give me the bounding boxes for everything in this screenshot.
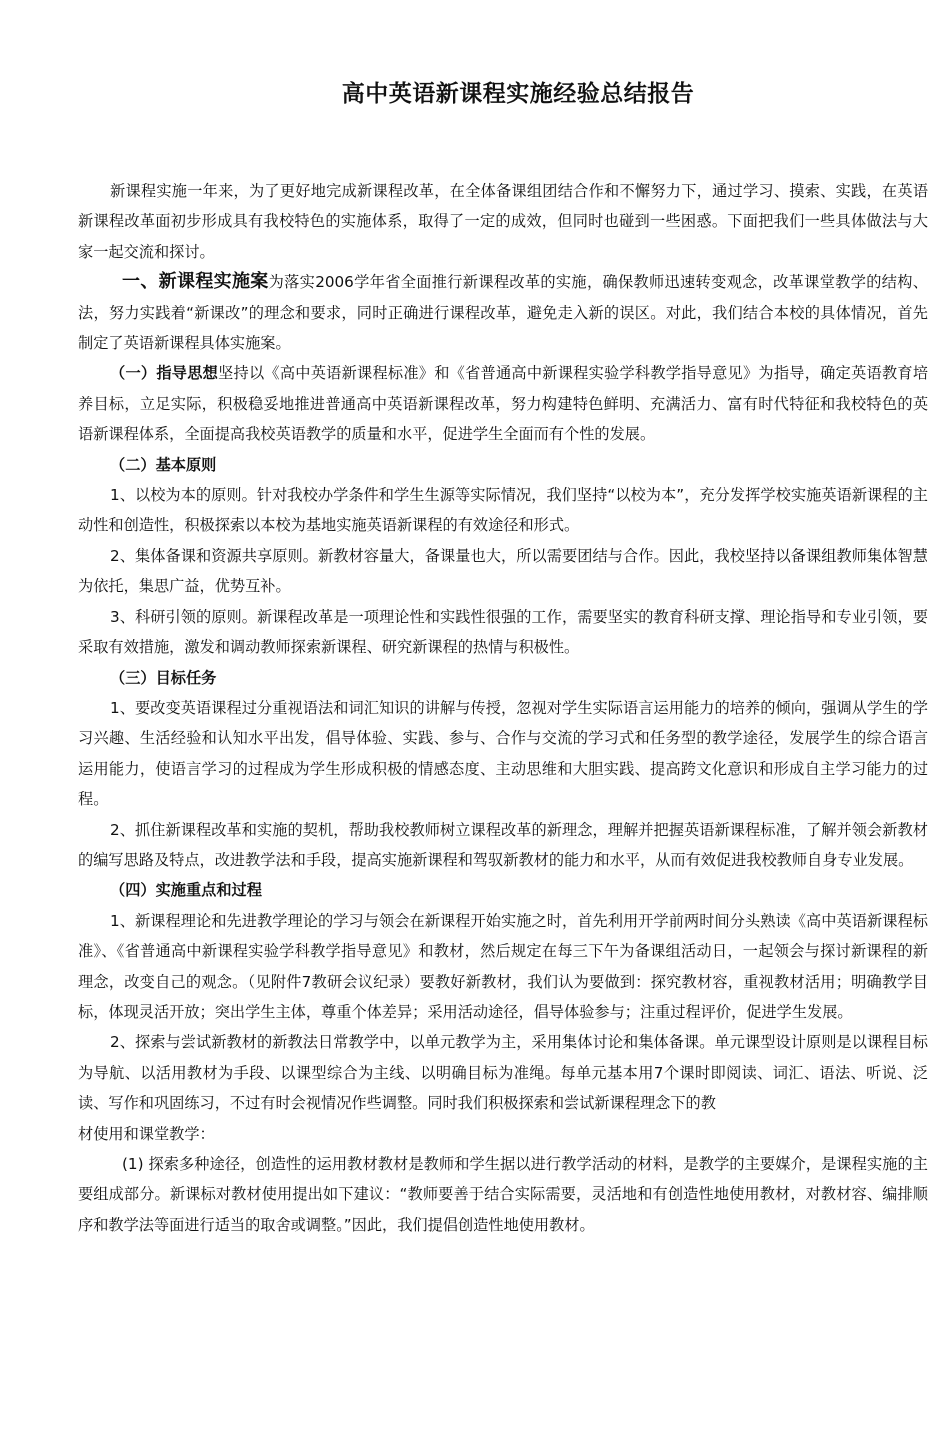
section1-paragraph: [78, 267, 928, 358]
process-item: 2、探索与尝试新教材的新教法日常教学中，以单元教学为主，采用集体讨论和集体备课。单元课型设计原则是以课程目标为导航、以活用教材为手段、以课型综合为主线、以明确目标为准绳。每单元基本用7个课时即阅读、词汇、语法、听说、泛读、写作和巩固练习，不过有时会视情况作些调整。同时我们积极探索和尝试新课程理念下的教: [78, 1033, 928, 1113]
intro-paragraph: 新课程实施一年来，为了更好地完成新课程改革，在全体备课组团结合作和不懈努力下，通过学习、摸索、实践，在英语新课程改革面初步形成具有我校特色的实施体系，取得了一定的成效，但同时也碰到一些困惑。下面把我们一些具体做法与大家一起交流和探讨。: [78, 182, 928, 261]
goal-item: 1、要改变英语课程过分重视语法和词汇知识的讲解与传授，忽视对学生实际语言运用能力的培养的倾向，强调从学生的学习兴趣、生活经验和认知水平出发，倡导体验、实践、参与、合作与交流的学习式和任务型的教学途径，发展学生的综合语言运用能力，使语言学习的过程成为学生形成积极的情感态度、主动思维和大胆实践、提高跨文化意识和形成自主学习能力的过程。: [78, 698, 928, 809]
guiding-heading: （一）指导思想: [110, 364, 219, 383]
process-item: 1、新课程理论和先进教学理论的学习与领会在新课程开始实施之时，首先利用开学前两时间分头熟读《高中英语新课程标准》、《省普通高中新课程实验学科教学指导意见》和教材，然后规定在每三下午为备课组活动日，一起领会与探讨新课程的新理念，改变自己的观念。（见附件7教研会议纪录）要教好新教材，我们认为要做到：探究教材容，重视教材活用；明确教学目标，体现灵活开放；突出学生主体，尊重个体差异；采用活动途径，倡导体验参与；注重过程评价，促进学生发展。: [78, 911, 928, 1021]
principle-item: 1、以校为本的原则。针对我校办学条件和学生生源等实际情况，我们坚持“以校为本”，充分发挥学校实施英语新课程的主动性和创造性，积极探索以本校为基地实施英语新课程的有效途径和形式。: [78, 486, 928, 535]
principle-item: 3、科研引领的原则。新课程改革是一项理论性和实践性很强的工作，需要坚实的教育科研支撑、理论指导和专业引领，要采取有效措施，激发和调动教师探索新课程、研究新课程的热情与积极性。: [78, 607, 928, 657]
principles-heading: （二）基本原则: [110, 455, 217, 474]
guiding-paragraph: [78, 358, 928, 449]
goal-item: 2、抓住新课程改革和实施的契机，帮助我校教师树立课程改革的新理念，理解并把握英语新课程标准，了解并领会新教材的编写思路及特点，改进教学法和手段，提高实施新课程和驾驭新教材的能力和水平，从而有效促进我校教师自身专业发展。: [78, 820, 928, 869]
process-heading: （四）实施重点和过程: [110, 881, 262, 900]
process-continuation: 材使用和课堂教学：: [78, 1124, 215, 1143]
section1-heading: 一、新课程实施案: [122, 271, 269, 293]
section1-text: 为落实2006学年省全面推行新课程改革的实施，确保教师迅速转变观念，改革课堂教学的结构、法，努力实践着“新课改”的理念和要求，同时正确进行课程改革，避免走入新的误区。对此，我们结合本校的具体情况，首先制定了英语新课程具体实施案。: [78, 273, 928, 353]
guiding-text: 坚持以《高中英语新课程标准》和《省普通高中新课程实验学科教学指导意见》为指导，确定英语教育培养目标，立足实际，积极稳妥地推进普通高中英语新课程改革，努力构建特色鲜明、充满活力、富有时代特征和我校特色的英语新课程体系，全面提高我校英语教学的质量和水平，促进学生全面而有个性的发展。: [78, 364, 929, 444]
process-subitem: (1) 探索多种途径，创造性的运用教材教材是教师和学生据以进行教学活动的材料，是教学的主要媒介，是课程实施的主要组成部分。新课标对教材使用提出如下建议：“教师要善于结合实际需要，灵活地和有创造性地使用教材，对教材容、编排顺序和教学法等面进行适当的取舍或调整。”因此，我们提倡创造性地使用教材。: [78, 1155, 928, 1234]
document-title: 高中英语新课程实施经验总结报告: [341, 81, 695, 107]
principle-item: 2、集体备课和资源共享原则。新教材容量大，备课量也大，所以需要团结与合作。因此，我校坚持以备课组教师集体智慧为依托，集思广益，优势互补。: [78, 546, 928, 596]
goals-heading: （三）目标任务: [110, 668, 217, 687]
